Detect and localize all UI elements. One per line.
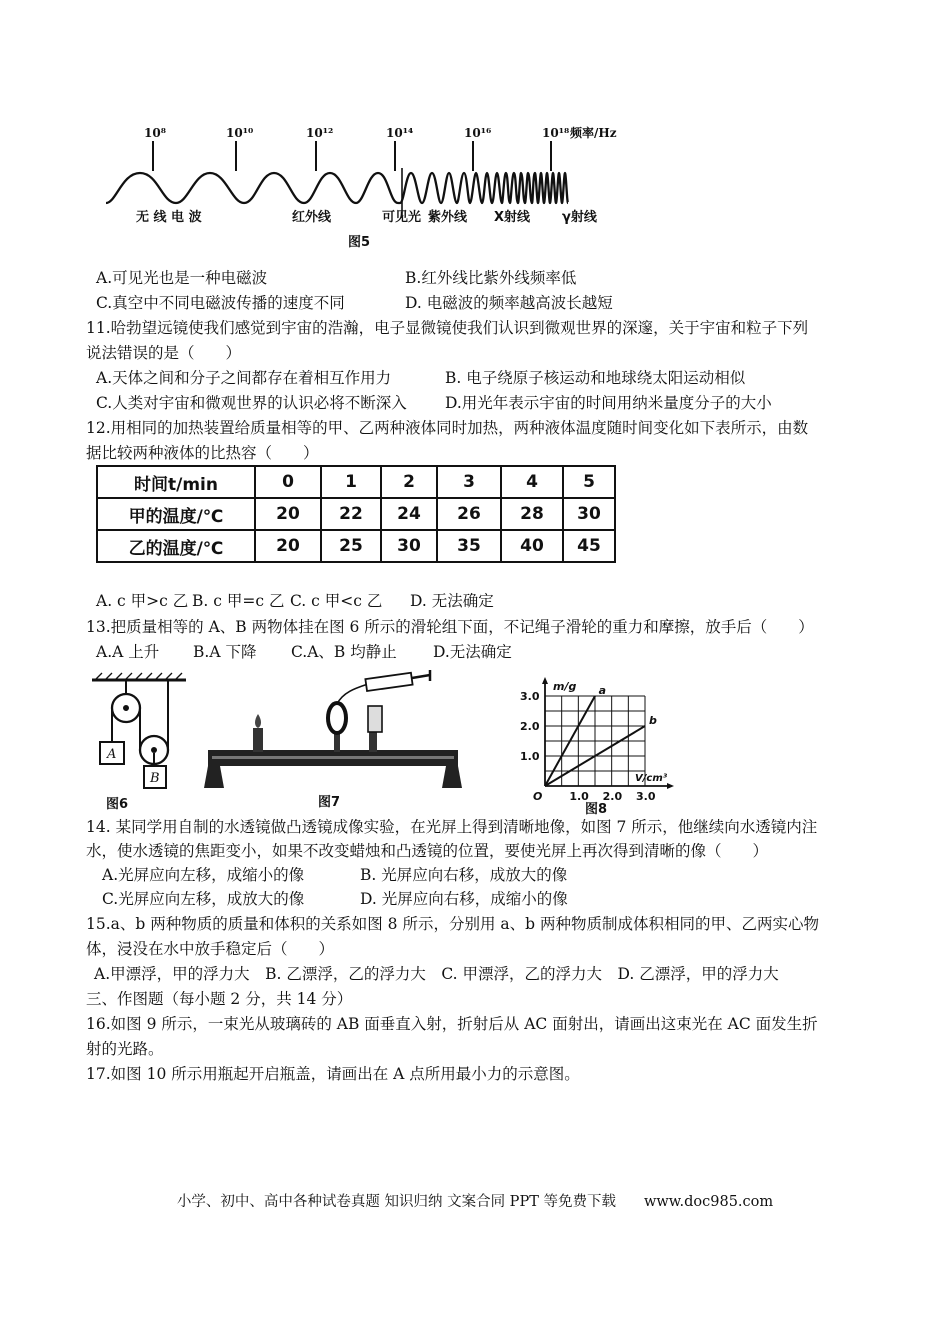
syringe-tube (337, 684, 368, 704)
freq-label: 10¹⁸ (542, 126, 570, 140)
table-cell: 20 (255, 498, 321, 530)
block-a-label: A (107, 747, 117, 762)
table-cell: 45 (563, 530, 615, 562)
ceiling-hatch (96, 673, 182, 679)
q12-stem-line2: 据比较两种液体的比热容（ ） (86, 444, 319, 462)
q10-option-b: B.红外线比紫外线频率低 (405, 269, 577, 287)
y-axis-arrow (542, 677, 548, 684)
q14-option-c: C.光屏应向左移，成放大的像 (102, 890, 305, 908)
band-infrared: 红外线 (292, 210, 332, 225)
block-b-label: B (150, 771, 160, 786)
table-cell: 24 (381, 498, 437, 530)
candle (253, 728, 263, 752)
table-cell: 30 (563, 498, 615, 530)
figure-8 (515, 672, 685, 816)
table-cell: 35 (437, 530, 501, 562)
figure-8-caption: 图8 (585, 802, 608, 816)
q13-option-d: D.无法确定 (433, 643, 512, 661)
q14-stem-line1: 14. 某同学用自制的水透镜做凸透镜成像实验，在光屏上得到清晰地像，如图 7 所示，他继续向水透镜内注 (86, 818, 818, 836)
spectrum-wave (106, 173, 568, 203)
band-ultraviolet: 紫外线 (428, 210, 468, 225)
table-cell: 28 (501, 498, 563, 530)
table-cell: 20 (255, 530, 321, 562)
q11-stem-line1: 11.哈勃望远镜使我们感觉到宇宙的浩瀚，电子显微镜使我们认识到微观世界的深邃，关于宇宙和粒子下列 (86, 319, 809, 337)
series-label-b: b (649, 714, 657, 727)
q17-stem: 17.如图 10 所示用瓶起开启瓶盖，请画出在 A 点所用最小力的示意图。 (86, 1065, 580, 1083)
q12-option-d: D. 无法确定 (410, 592, 494, 610)
table-cell: 4 (501, 466, 563, 498)
table-cell: 25 (321, 530, 381, 562)
syringe (365, 673, 412, 691)
band-xray: X射线 (494, 210, 531, 225)
figure-6-caption: 图6 (106, 797, 129, 812)
q13-option-b: B.A 下降 (193, 643, 257, 661)
bench-leg-right (442, 766, 462, 788)
q10-option-a: A.可见光也是一种电磁波 (96, 269, 268, 287)
x-axis-arrow (667, 783, 674, 789)
q12-option-a: A. c 甲>c 乙 (96, 592, 189, 610)
x-axis-label: V/cm³ (635, 773, 668, 784)
bench-leg-left (204, 766, 224, 788)
q14-option-b: B. 光屏应向右移，成放大的像 (360, 866, 568, 884)
q10-option-c: C.真空中不同电磁波传播的速度不同 (96, 294, 345, 312)
table-cell: 3 (437, 466, 501, 498)
table-cell: 5 (563, 466, 615, 498)
optical-bench-diagram (198, 668, 470, 814)
q15-stem-line1: 15.a、b 两种物质的质量和体积的关系如图 8 所示，分别用 a、b 两种物质制成体积相同的甲、乙两实心物 (86, 915, 819, 933)
mass-volume-chart (515, 672, 685, 816)
x-tick-label: 3.0 (636, 790, 656, 803)
page-footer (0, 1190, 950, 1211)
figure-7 (198, 668, 470, 814)
freq-axis-label: 频率/Hz (570, 126, 617, 140)
q10-option-d: D. 电磁波的频率越高波长越短 (405, 294, 613, 312)
table-cell: 乙的温度/℃ (97, 530, 255, 562)
q13-option-a: A.A 上升 (96, 643, 160, 661)
water-lens (328, 703, 346, 733)
pulley-diagram (88, 670, 192, 812)
freq-label: 10¹⁴ (386, 126, 414, 140)
figure-7-caption: 图7 (318, 795, 341, 810)
x-tick-label: 1.0 (569, 790, 589, 803)
table-cell: 时间t/min (97, 466, 255, 498)
table-cell: 0 (255, 466, 321, 498)
origin-label: O (533, 790, 543, 803)
table-row (97, 498, 615, 530)
section-3-heading: 三、作图题（每小题 2 分，共 14 分） (86, 990, 353, 1008)
series-label-a: a (598, 684, 607, 697)
table-cell: 40 (501, 530, 563, 562)
q11-option-d: D.用光年表示宇宙的时间用纳米量度分子的大小 (445, 394, 772, 412)
x-tick-label: 2.0 (602, 790, 623, 803)
temperature-table (96, 465, 616, 563)
table-cell: 2 (381, 466, 437, 498)
q13-option-c: C.A、B 均静止 (291, 643, 397, 661)
freq-label: 10¹² (306, 126, 334, 140)
y-tick-label: 1.0 (520, 750, 540, 763)
q14-option-d: D. 光屏应向右移，成缩小的像 (360, 890, 568, 908)
band-radio: 无 线 电 波 (136, 210, 202, 225)
y-tick-label: 2.0 (520, 720, 540, 733)
table-cell: 26 (437, 498, 501, 530)
table-cell: 30 (381, 530, 437, 562)
q16-stem-line2: 射的光路。 (86, 1040, 164, 1058)
q14-stem-line2: 水，使水透镜的焦距变小，如果不改变蜡烛和凸透镜的位置，要使光屏上再次得到清晰的像（ ） (86, 842, 769, 860)
q16-stem-line1: 16.如图 9 所示，一束光从玻璃砖的 AB 面垂直入射，折射后从 AC 面射出，请画出这束光在 AC 面发生折 (86, 1015, 818, 1033)
q11-stem-line2: 说法错误的是（ ） (86, 344, 242, 362)
q11-option-a: A.天体之间和分子之间都存在着相互作用力 (96, 369, 392, 387)
candle-flame (255, 714, 261, 728)
table-cell: 1 (321, 466, 381, 498)
q15-options: A.甲漂浮，甲的浮力大 B. 乙漂浮，乙的浮力大 C. 甲漂浮，乙的浮力大 D. 乙漂浮，甲的浮力大 (94, 965, 779, 983)
footer-text: 小学、初中、高中各种试卷真题 知识归纳 文案合同 PPT 等免费下载 (176, 1194, 616, 1210)
y-axis-label: m/g (553, 680, 577, 693)
q12-stem-line1: 12.用相同的加热装置给质量相等的甲、乙两种液体同时加热，两种液体温度随时间变化如下表所示，由数 (86, 419, 809, 437)
light-screen (368, 706, 382, 732)
table-row (97, 530, 615, 562)
band-visible: 可见光 (382, 210, 422, 225)
freq-label: 10¹⁰ (226, 126, 254, 140)
y-tick-label: 3.0 (520, 690, 540, 703)
figure-6 (88, 670, 192, 812)
spectrum-diagram (86, 113, 626, 255)
table-row (97, 466, 615, 498)
q15-stem-line2: 体，浸没在水中放手稳定后（ ） (86, 940, 335, 958)
freq-label: 10¹⁶ (464, 126, 492, 140)
figure-5 (86, 113, 626, 255)
q13-stem: 13.把质量相等的 A、B 两物体挂在图 6 所示的滑轮组下面，不记绳子滑轮的重力和摩擦，放手后（ ） (86, 618, 814, 636)
q12-option-b: B. c 甲=c 乙 (192, 592, 285, 610)
q11-option-c: C.人类对宇宙和微观世界的认识必将不断深入 (96, 394, 407, 412)
q14-option-a: A.光屏应向左移，成缩小的像 (102, 866, 305, 884)
band-gamma: γ射线 (562, 210, 597, 225)
freq-label: 10⁸ (144, 126, 166, 140)
table-cell: 甲的温度/℃ (97, 498, 255, 530)
figure-5-caption: 图5 (348, 235, 371, 250)
footer-url: www.doc985.com (643, 1194, 774, 1210)
table-cell: 22 (321, 498, 381, 530)
q12-option-c: C. c 甲<c 乙 (290, 592, 383, 610)
q11-option-b: B. 电子绕原子核运动和地球绕太阳运动相似 (445, 369, 746, 387)
